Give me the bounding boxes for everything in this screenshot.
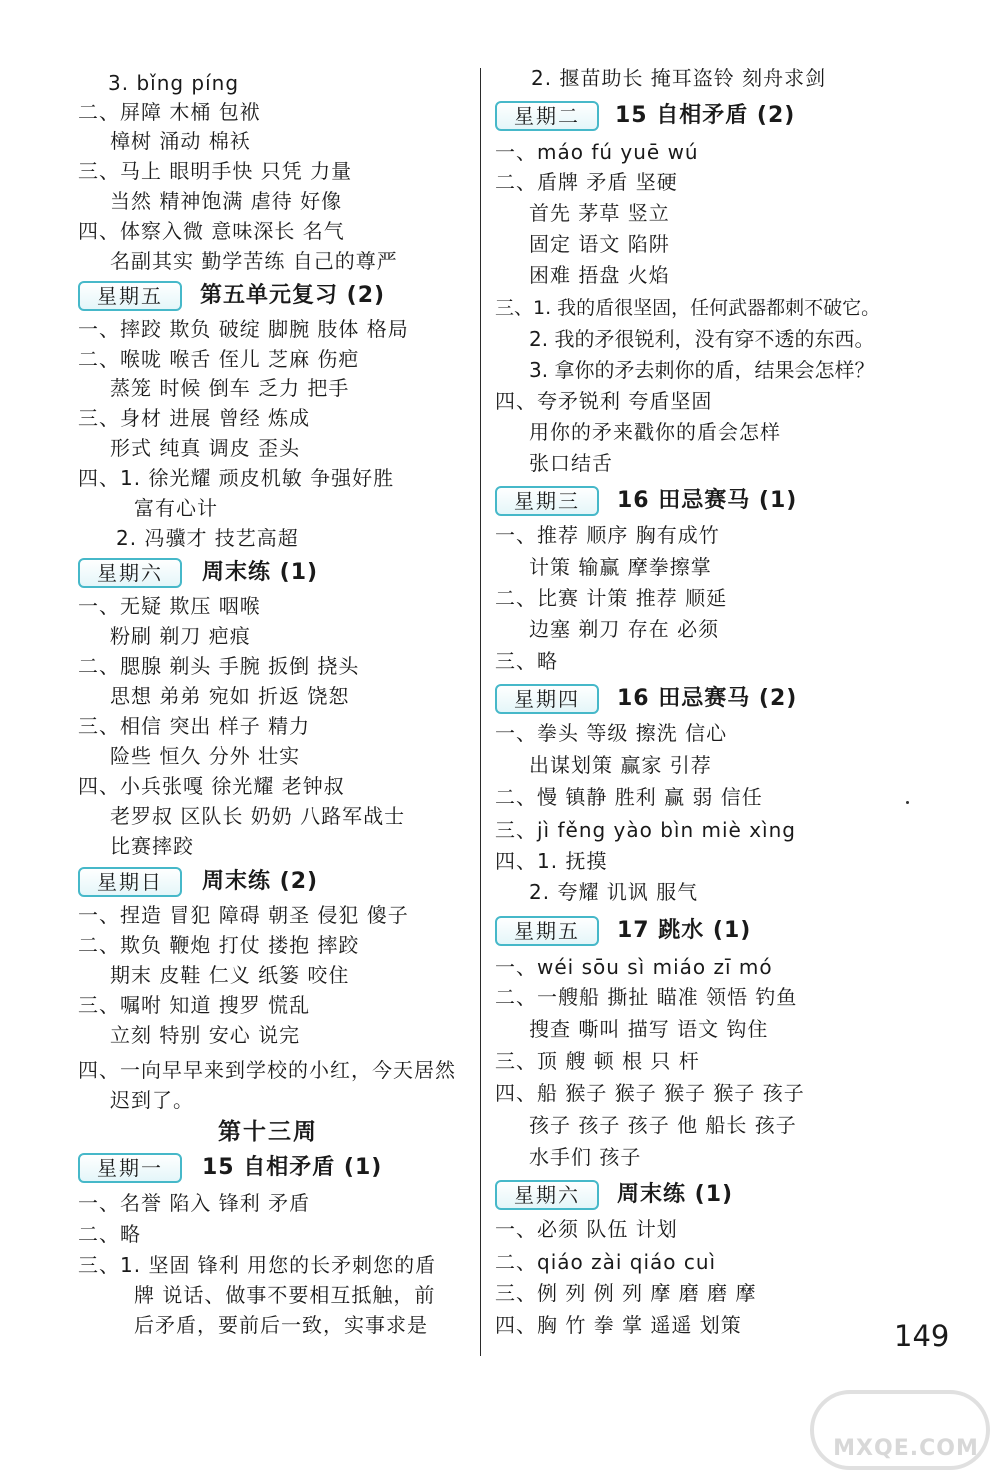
answer-line: 思想 弟弟 宛如 折返 饶恕 [110,684,350,708]
day-tab: 星期六 [495,1180,599,1210]
answer-line: 一、máo fú yuē wú [495,140,699,164]
answer-line: 四、1. 徐光耀 顽皮机敏 争强好胜 [78,466,395,490]
week-title: 第十三周 [218,1119,318,1145]
section-title: 周末练 (1) [202,560,319,585]
answer-line: 三、例 列 例 列 摩 磨 磨 摩 [495,1281,757,1305]
answer-line: 比赛摔跤 [110,834,194,858]
answer-line: 出谋划策 赢家 引荐 [529,753,712,777]
page-number: 149 [894,1319,950,1353]
answer-line: 搜查 嘶叫 描写 语文 钩住 [529,1017,769,1041]
section-title: 16 田忌赛马 (1) [617,488,798,513]
answer-line: 边塞 剃刀 存在 必须 [529,617,720,641]
day-tab: 星期五 [495,916,599,946]
answer-line: 一、无疑 欺压 咽喉 [78,594,261,618]
answer-line: 2. 冯骥才 技艺高超 [116,526,299,550]
answer-line: 二、喉咙 喉舌 侄儿 芝麻 伤疤 [78,347,360,371]
answer-line: 一、名誉 陷入 锋利 矛盾 [78,1191,311,1215]
answer-line: 二、盾牌 矛盾 坚硬 [495,170,678,194]
answer-line: 立刻 特别 安心 说完 [110,1023,301,1047]
answer-line: 计策 输赢 摩拳擦掌 [529,555,712,579]
answer-line: 蒸笼 时候 倒车 乏力 把手 [110,376,350,400]
answer-line: 四、1. 抚摸 [495,849,608,873]
section-title: 第五单元复习 (2) [200,283,386,308]
answer-line: 粉刷 剃刀 疤痕 [110,624,251,648]
answer-line: 水手们 孩子 [529,1145,642,1169]
answer-line: 二、腮腺 剃头 手腕 扳倒 挠头 [78,654,360,678]
answer-line: 富有心计 [134,496,218,520]
day-tab: 星期六 [78,558,182,588]
section-title: 15 自相矛盾 (1) [202,1155,383,1180]
answer-line: 四、胸 竹 拳 掌 遥遥 划策 [495,1313,742,1337]
answer-line: 首先 茅草 竖立 [529,201,670,225]
answer-line: 3. bǐng píng [108,71,240,95]
answer-line: 2. 夸耀 讥讽 服气 [529,880,699,904]
answer-line: 二、一艘船 撕扯 瞄准 领悟 钓鱼 [495,985,798,1009]
answer-line: 后矛盾，要前后一致，实事求是 [134,1313,428,1337]
answer-line: 四、体察入微 意味深长 名气 [78,219,345,243]
answer-line: 三、jì fěng yào bìn miè xìng [495,818,796,842]
answer-line: 二、比赛 计策 推荐 顺延 [495,586,728,610]
answer-line: 一、wéi sōu sì miáo zī mó [495,955,773,979]
answer-line: 三、马上 眼明手快 只凭 力量 [78,159,353,183]
answer-line: 三、相信 突出 样子 精力 [78,714,311,738]
answer-line: 2. 揠苗助长 掩耳盗铃 刻舟求剑 [531,66,827,90]
answer-line: 用你的矛来戳你的盾会怎样 [529,420,781,444]
day-tab: 星期五 [78,281,182,311]
answer-line: 固定 语文 陷阱 [529,232,670,256]
answer-line: 一、捏造 冒犯 障碍 朝圣 侵犯 傻子 [78,903,409,927]
answer-line: 二、欺负 鞭炮 打仗 搂抱 摔跤 [78,933,360,957]
answer-line: 期末 皮鞋 仁义 纸篓 咬住 [110,963,350,987]
answer-line: 四、船 猴子 猴子 猴子 猴子 孩子 [495,1081,805,1105]
answer-line: 三、嘱咐 知道 搜罗 慌乱 [78,993,311,1017]
column-divider [480,68,481,1356]
answer-line: 险些 恒久 分外 壮实 [110,744,301,768]
section-title: 17 跳水 (1) [617,918,752,943]
answer-line: 三、1. 我的盾很坚固，任何武器都刺不破它。 [495,297,881,319]
answer-line: 四、夸矛锐利 夸盾坚固 [495,389,713,413]
answer-line: 三、略 [495,649,558,673]
day-tab: 星期三 [495,486,599,516]
day-tab: 星期二 [495,101,599,131]
section-title: 周末练 (2) [202,869,319,894]
answer-line: 三、1. 坚固 锋利 用您的长矛刺您的盾 [78,1253,437,1277]
section-title: 16 田忌赛马 (2) [617,686,798,711]
answer-line: 孩子 孩子 孩子 他 船长 孩子 [529,1113,797,1137]
answer-line: 名副其实 勤学苦练 自己的尊严 [110,249,398,273]
answer-line: 困难 捂盘 火焰 [529,263,670,287]
answer-line: 2. 我的矛很锐利，没有穿不透的东西。 [529,327,875,351]
answer-line: 迟到了。 [110,1088,194,1112]
day-tab: 星期四 [495,684,599,714]
answer-line: 四、小兵张嘎 徐光耀 老钟叔 [78,774,345,798]
answer-line: 三、顶 艘 顿 根 只 杆 [495,1049,700,1073]
answer-line: 牌 说话、做事不要相互抵触，前 [134,1283,436,1307]
answer-line: 当然 精神饱满 虐待 好像 [110,189,343,213]
answer-line: 老罗叔 区队长 奶奶 八路军战士 [110,804,406,828]
answer-line: 一、必须 队伍 计划 [495,1217,678,1241]
watermark-text: MXQE.COM [833,1436,979,1461]
stray-dot [906,801,909,804]
answer-line: 二、屏障 木桶 包袱 [78,100,261,124]
answer-line: 形式 纯真 调皮 歪头 [110,436,301,460]
section-title: 周末练 (1) [617,1182,734,1207]
answer-line: 二、qiáo zài qiáo cuì [495,1250,717,1274]
answer-line: 一、摔跤 欺负 破绽 脚腕 肢体 格局 [78,317,409,341]
answer-line: 3. 拿你的矛去刺你的盾，结果会怎样？ [529,358,875,382]
day-tab: 星期日 [78,867,182,897]
section-title: 15 自相矛盾 (2) [615,103,796,128]
answer-line: 三、身材 进展 曾经 炼成 [78,406,311,430]
answer-line: 二、略 [78,1222,141,1246]
answer-line: 一、推荐 顺序 胸有成竹 [495,523,720,547]
answer-line: 一、拳头 等级 擦洗 信心 [495,721,728,745]
answer-line: 樟树 涌动 棉袄 [110,129,251,153]
day-tab: 星期一 [78,1153,182,1183]
answer-line: 二、慢 镇静 胜利 赢 弱 信任 [495,785,763,809]
answer-line: 四、一向早早来到学校的小红，今天居然 [78,1058,456,1082]
answer-line: 张口结舌 [529,451,613,475]
